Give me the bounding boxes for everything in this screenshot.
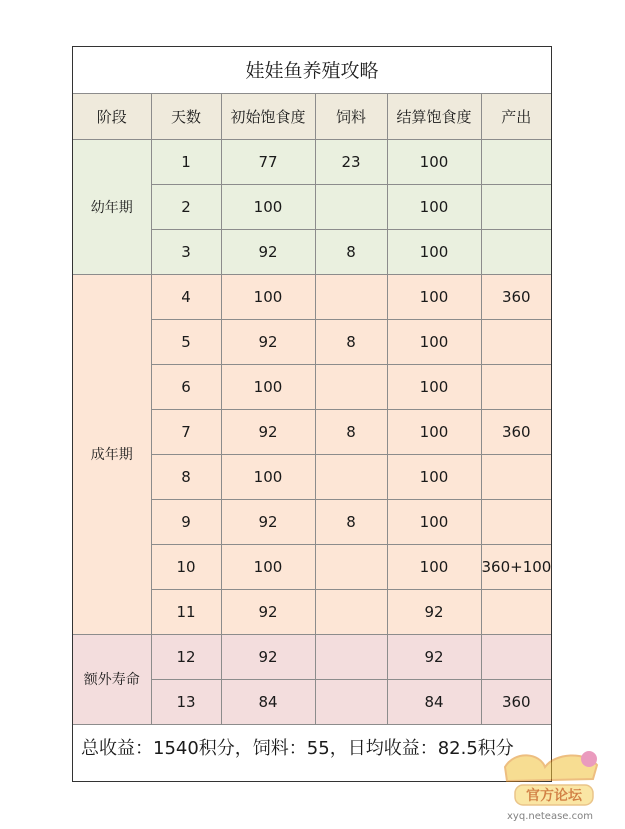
feed-cell: 8	[315, 319, 387, 364]
start-satiety-cell: 92	[221, 499, 315, 544]
day-cell: 11	[151, 589, 221, 634]
feed-cell	[315, 589, 387, 634]
table-row	[73, 139, 551, 184]
day-cell: 1	[151, 139, 221, 184]
header-feed: 饲料	[315, 93, 387, 139]
summary-text: 总收益：1540积分，饲料：55，日均收益：82.5积分	[73, 724, 551, 769]
end-satiety-cell: 100	[387, 544, 481, 589]
feed-cell	[315, 184, 387, 229]
start-satiety-cell: 92	[221, 634, 315, 679]
end-satiety-cell: 100	[387, 319, 481, 364]
header-stage: 阶段	[73, 93, 151, 139]
svg-text:官方论坛: 官方论坛	[526, 788, 582, 804]
start-satiety-cell: 100	[221, 184, 315, 229]
day-cell: 12	[151, 634, 221, 679]
output-cell	[481, 589, 551, 634]
feed-cell: 23	[315, 139, 387, 184]
start-satiety-cell: 100	[221, 544, 315, 589]
header-row	[73, 93, 551, 139]
output-cell: 360	[481, 679, 551, 724]
day-cell: 13	[151, 679, 221, 724]
start-satiety-cell: 92	[221, 589, 315, 634]
output-cell	[481, 184, 551, 229]
svg-text:xyq.netease.com: xyq.netease.com	[507, 811, 593, 822]
start-satiety-cell: 100	[221, 454, 315, 499]
day-cell: 5	[151, 319, 221, 364]
stage-cell: 幼年期	[73, 139, 151, 274]
day-cell: 9	[151, 499, 221, 544]
day-cell: 4	[151, 274, 221, 319]
start-satiety-cell: 100	[221, 274, 315, 319]
end-satiety-cell: 92	[387, 589, 481, 634]
day-cell: 6	[151, 364, 221, 409]
output-cell	[481, 454, 551, 499]
output-cell: 360	[481, 274, 551, 319]
end-satiety-cell: 100	[387, 499, 481, 544]
stage-cell: 额外寿命	[73, 634, 151, 724]
feed-cell	[315, 544, 387, 589]
output-cell: 360	[481, 409, 551, 454]
end-satiety-cell: 84	[387, 679, 481, 724]
start-satiety-cell: 92	[221, 409, 315, 454]
start-satiety-cell: 92	[221, 229, 315, 274]
start-satiety-cell: 84	[221, 679, 315, 724]
start-satiety-cell: 92	[221, 319, 315, 364]
header-day: 天数	[151, 93, 221, 139]
day-cell: 2	[151, 184, 221, 229]
header-start-satiety: 初始饱食度	[221, 93, 315, 139]
feed-cell	[315, 364, 387, 409]
end-satiety-cell: 100	[387, 139, 481, 184]
start-satiety-cell: 100	[221, 364, 315, 409]
output-cell	[481, 229, 551, 274]
end-satiety-cell: 92	[387, 634, 481, 679]
end-satiety-cell: 100	[387, 364, 481, 409]
end-satiety-cell: 100	[387, 454, 481, 499]
end-satiety-cell: 100	[387, 184, 481, 229]
day-cell: 7	[151, 409, 221, 454]
table-title: 娃娃鱼养殖攻略	[73, 47, 551, 93]
output-cell	[481, 139, 551, 184]
output-cell	[481, 499, 551, 544]
end-satiety-cell: 100	[387, 229, 481, 274]
feed-cell: 8	[315, 499, 387, 544]
forum-watermark-logo	[485, 745, 615, 825]
stage-cell: 成年期	[73, 274, 151, 634]
guide-table	[73, 47, 551, 769]
output-cell	[481, 634, 551, 679]
day-cell: 8	[151, 454, 221, 499]
day-cell: 3	[151, 229, 221, 274]
header-output: 产出	[481, 93, 551, 139]
table-row	[73, 634, 551, 679]
guide-table-sheet	[72, 46, 552, 782]
feed-cell	[315, 634, 387, 679]
output-cell: 360+100	[481, 544, 551, 589]
table-row	[73, 274, 551, 319]
end-satiety-cell: 100	[387, 274, 481, 319]
header-end-satiety: 结算饱食度	[387, 93, 481, 139]
end-satiety-cell: 100	[387, 409, 481, 454]
output-cell	[481, 364, 551, 409]
feed-cell	[315, 679, 387, 724]
output-cell	[481, 319, 551, 364]
feed-cell: 8	[315, 229, 387, 274]
feed-cell: 8	[315, 409, 387, 454]
feed-cell	[315, 454, 387, 499]
day-cell: 10	[151, 544, 221, 589]
feed-cell	[315, 274, 387, 319]
start-satiety-cell: 77	[221, 139, 315, 184]
